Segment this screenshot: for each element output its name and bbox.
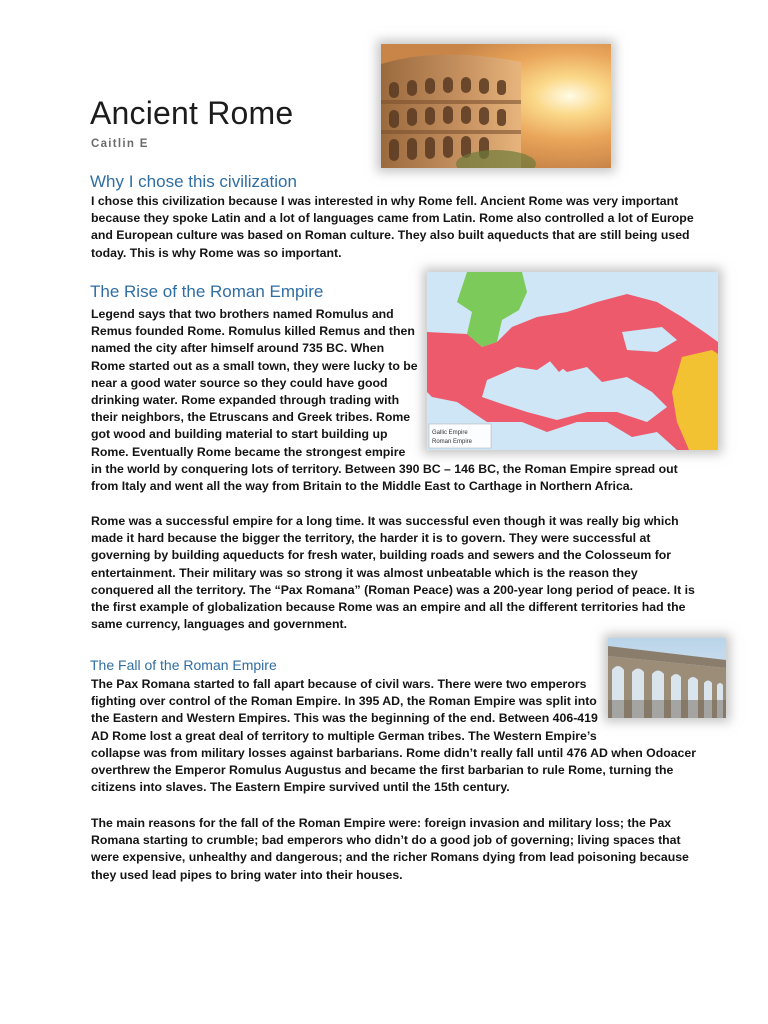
- text-line: AD Rome lost a great deal of territory to multiple German tribes. The Western Empire’s: [91, 728, 597, 743]
- text-line: their neighbors, the Etruscans and Greek tribes. Rome: [91, 410, 411, 425]
- text-line: The Pax Romana started to fall apart because of civil wars. There were two emperors: [91, 677, 587, 691]
- section-heading-why: Why I chose this civilization: [90, 172, 297, 191]
- text-line: today. This is why Rome was so important.: [91, 245, 342, 260]
- text-line: from Italy and went all the way from Britain to the Middle East to Carthage in Northern Africa.: [91, 479, 634, 494]
- text-line: Romana starting to crumble; bad emperors who didn’t do a good job of governing; living spaces that: [91, 833, 681, 848]
- paragraph-reasons: [91, 815, 689, 884]
- paragraph-rise: [91, 306, 678, 495]
- text-line: fighting over control of the Roman Empire. In 395 AD, the Roman Empire was split into: [91, 694, 597, 709]
- text-line: same currency, languages and government.: [91, 617, 348, 632]
- text-line: Remus founded Rome. Romulus killed Remus and then: [91, 324, 415, 339]
- text-line: near a good water source so they could have good: [91, 375, 388, 390]
- paragraph-success: [91, 513, 695, 633]
- text-line: entertainment. Their military was so strong it was almost unbeatable which is the reason they: [91, 565, 638, 580]
- section-heading-rise: The Rise of the Roman Empire: [90, 282, 324, 301]
- text-line: they used lead pipes to bring water into their houses.: [91, 867, 403, 882]
- text-line: got wood and building material to start building up: [91, 427, 388, 442]
- text-line: Rome was a successful empire for a long time. It was successful even though it was really big which: [91, 514, 679, 528]
- paragraph-fall: [91, 676, 696, 796]
- paragraph-why: [91, 193, 694, 262]
- map-legend-item: Gallic Empire: [432, 430, 468, 436]
- text-line: the Eastern and Western Empires. This was the beginning of the end. Between 406-419: [91, 711, 598, 726]
- text-line: conquered all the territory. The “Pax Romana” (Roman Peace) was a 200-year long period of peace. It is: [91, 582, 695, 597]
- section-heading-fall: The Fall of the Roman Empire: [90, 657, 277, 673]
- text-line: Rome. Eventually Rome became the strongest empire: [91, 444, 406, 459]
- author-name: Caitlin E: [91, 138, 149, 150]
- text-line: because they spoke Latin and a lot of languages came from Latin. Rome also controlled a lot of Europe: [91, 211, 694, 226]
- text-line: collapse was from military losses against barbarians. Rome didn’t really fall until 476 AD when Odoacer: [91, 745, 697, 760]
- colosseum-image: [381, 44, 611, 168]
- text-line: were expensive, unhealthy and dangerous; and the richer Romans dying from lead poisoning because: [91, 850, 689, 865]
- text-line: I chose this civilization because I was interested in why Rome fell. Ancient Rome was very important: [91, 194, 679, 208]
- text-line: and European culture was based on Roman culture. They also built aqueducts that are still being used: [91, 228, 690, 243]
- text-line: in the world by conquering lots of territory. Between 390 BC – 146 BC, the Roman Empire spread out: [91, 461, 678, 476]
- text-line: named the city after himself around 735 BC. When: [91, 341, 385, 356]
- text-line: citizens into slaves. The Eastern Empire survived until the 15th century.: [91, 780, 510, 795]
- text-line: made it hard because the bigger the territory, the harder it is to govern. They were successful at: [91, 531, 651, 546]
- text-line: overthrew the Emperor Romulus Augustus and became the first barbarian to rule Rome, turning the: [91, 763, 674, 778]
- text-line: Rome started out as a small town, they were lucky to be: [91, 358, 418, 373]
- text-line: governing by building aqueducts for fresh water, building roads and sewers and the Colosseum for: [91, 548, 672, 563]
- page-title: Ancient Rome: [90, 95, 294, 131]
- map-legend-item: Roman Empire: [432, 439, 473, 445]
- text-line: the first example of globalization because Rome was an empire and all the different territories had the: [91, 600, 686, 615]
- text-line: Legend says that two brothers named Romulus and: [91, 307, 394, 321]
- text-line: The main reasons for the fall of the Roman Empire were: foreign invasion and military loss; the Pax: [91, 816, 672, 830]
- text-line: drinking water. Rome expanded through trading with: [91, 393, 400, 408]
